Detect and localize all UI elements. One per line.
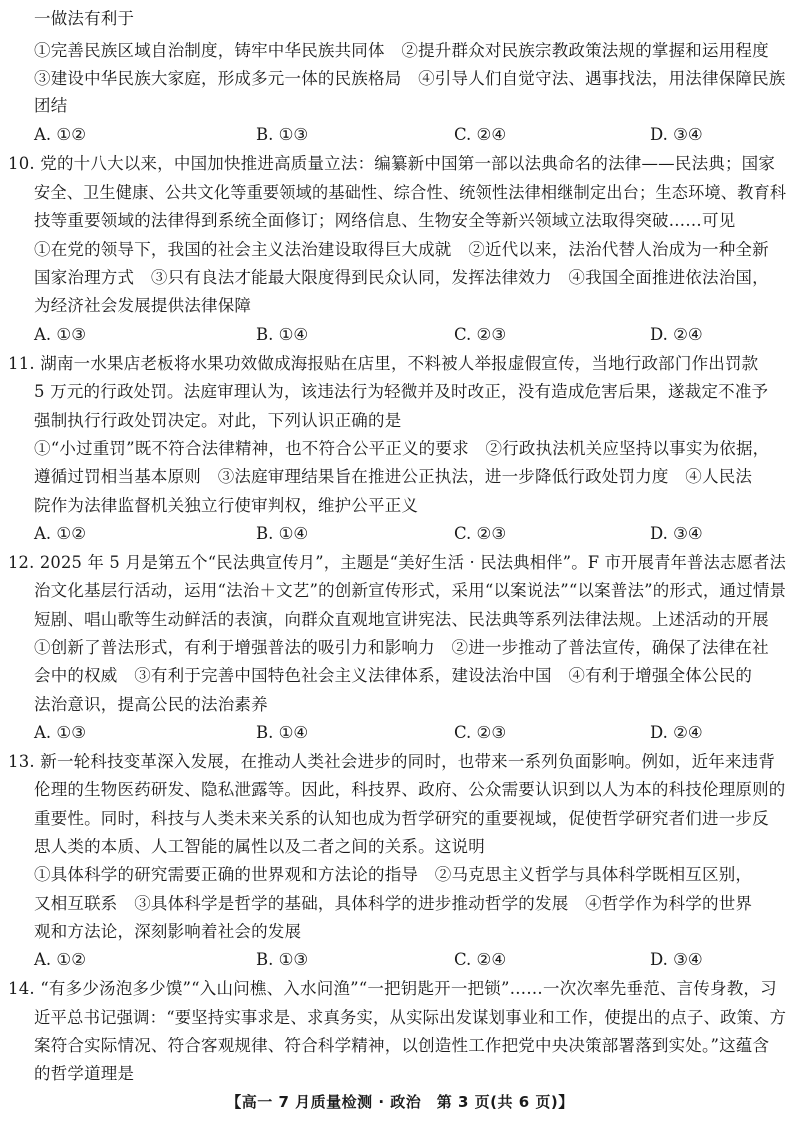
q12-option-d: D. ②④ (650, 723, 703, 742)
q12-line-2: 治文化基层行活动，运用“法治＋文艺”的创新宣传形式，采用“以案说法”“以案普法”的形式，通过情景 (34, 581, 787, 600)
q10-options (34, 325, 774, 345)
q10-option-d: D. ②④ (650, 325, 703, 344)
q9-option-d: D. ③④ (650, 125, 703, 144)
q9-line-2: ①完善民族区域自治制度，铸牢中华民族共同体 ②提升群众对民族宗教政策法规的掌握和运用程度 (34, 41, 769, 60)
q14-line-3: 案符合实际情况、符合客观规律、符合科学精神，以创造性工作把党中央决策部署落到实处。”这蕴含 (34, 1036, 770, 1055)
q10-option-a: A. ①③ (34, 325, 86, 344)
q9-line-4: 团结 (34, 96, 68, 115)
q12-line-4: ①创新了普法形式，有利于增强普法的吸引力和影响力 ②进一步推动了普法宣传，确保了法律在社 (34, 638, 769, 657)
q13-option-d: D. ③④ (650, 950, 703, 969)
q13-options (34, 950, 774, 970)
q14-line-2: 近平总书记强调：“要坚持实事求是、求真务实，从实际出发谋划事业和工作，使提出的点子、政策、方 (34, 1008, 787, 1027)
q10-option-b: B. ①④ (256, 325, 309, 344)
q13-option-b: B. ①③ (256, 950, 309, 969)
q11-line-1: 11. 湖南一水果店老板将水果功效做成海报贴在店里，不料被人举报虚假宣传，当地行政部门作出罚款 (8, 354, 759, 373)
q11-option-d: D. ③④ (650, 524, 703, 543)
q10-line-3: 技等重要领域的法律得到系统全面修订；网络信息、生物安全等新兴领域立法取得突破……可见 (34, 211, 736, 230)
q10-line-4: ①在党的领导下，我国的社会主义法治建设取得巨大成就 ②近代以来，法治代替人治成为一种全新 (34, 240, 769, 259)
q9-option-b: B. ①③ (256, 125, 309, 144)
q12-line-1: 12. 2025 年 5 月是第五个“民法典宣传月”，主题是“美好生活 · 民法典相伴”。F 市开展青年普法志愿者法 (8, 553, 786, 572)
q11-line-5: 遵循过罚相当基本原则 ③法庭审理结果旨在推进公正执法，进一步降低行政处罚力度 ④人民法 (34, 467, 753, 486)
q13-option-a: A. ①② (34, 950, 86, 969)
page-footer: 【高一 7 月质量检测 · 政治 第 3 页(共 6 页)】 (226, 1093, 574, 1111)
q10-option-c: C. ②③ (454, 325, 507, 344)
q13-line-7: 观和方法论，深刻影响着社会的发展 (34, 922, 302, 941)
q9-option-c: C. ②④ (454, 125, 507, 144)
q11-line-4: ①“小过重罚”既不符合法律精神，也不符合公平正义的要求 ②行政执法机关应坚持以事实为依据， (34, 439, 770, 458)
q12-line-5: 会中的权威 ③有利于完善中国特色社会主义法律体系，建设法治中国 ④有利于增强全体公民的 (34, 666, 753, 685)
q13-option-c: C. ②④ (454, 950, 507, 969)
q12-option-b: B. ①④ (256, 723, 309, 742)
q14-line-1: 14. “有多少汤泡多少馍”“入山问樵、入水问渔”“一把钥匙开一把锁”……一次次率先垂范、言传身教，习 (8, 979, 777, 998)
q13-line-4: 思人类的本质、人工智能的属性以及二者之间的关系。这说明 (34, 837, 485, 856)
q9-line-3: ③建设中华民族大家庭，形成多元一体的民族格局 ④引导人们自觉守法、遇事找法，用法律保障民族 (34, 69, 786, 88)
q14-line-4: 的哲学道理是 (34, 1064, 135, 1083)
q10-line-1: 10. 党的十八大以来，中国加快推进高质量立法：编纂新中国第一部以法典命名的法律——民法典；国家 (8, 154, 776, 173)
q11-option-c: C. ②③ (454, 524, 507, 543)
q10-line-6: 为经济社会发展提供法律保障 (34, 296, 252, 315)
q13-line-2: 伦理的生物医药研发、隐私泄露等。因此，科技界、政府、公众需要认识到以人为本的科技伦理原则的 (34, 780, 786, 799)
q13-line-1: 13. 新一轮科技变革深入发展，在推动人类社会进步的同时，也带来一系列负面影响。例如，近年来违背 (8, 752, 776, 771)
q13-line-3: 重要性。同时，科技与人类未来关系的认知也成为哲学研究的重要视域，促使哲学研究者们进一步反 (34, 809, 769, 828)
q10-line-5: 国家治理方式 ③只有良法才能最大限度得到民众认同，发挥法律效力 ④我国全面推进依法治国， (34, 268, 769, 287)
q9-options (34, 125, 774, 145)
q12-line-3: 短剧、唱山歌等生动鲜活的表演，向群众直观地宣讲宪法、民法典等系列法律法规。上述活动的开展 (34, 610, 769, 629)
q11-line-6: 院作为法律监督机关独立行使审判权，维护公平正义 (34, 496, 419, 515)
q11-line-3: 强制执行行政处罚决定。对此，下列认识正确的是 (34, 411, 402, 430)
q9-line-1: 一做法有利于 (34, 9, 135, 28)
q10-line-2: 安全、卫生健康、公共文化等重要领域的基础性、综合性、统领性法律相继制定出台；生态环境、教育科 (34, 183, 787, 202)
q13-line-6: 又相互联系 ③具体科学是哲学的基础，具体科学的进步推动哲学的发展 ④哲学作为科学的世界 (34, 894, 753, 913)
q11-options (34, 524, 774, 544)
q11-option-a: A. ①② (34, 524, 86, 543)
q11-line-2: 5 万元的行政处罚。法庭审理认为，该违法行为轻微并及时改正，没有造成危害后果，遂裁定不准予 (34, 382, 769, 401)
q12-options (34, 723, 774, 743)
q12-option-c: C. ②③ (454, 723, 507, 742)
q13-line-5: ①具体科学的研究需要正确的世界观和方法论的指导 ②马克思主义哲学与具体科学既相互区别， (34, 865, 753, 884)
q11-option-b: B. ①④ (256, 524, 309, 543)
q9-option-a: A. ①② (34, 125, 86, 144)
q12-option-a: A. ①③ (34, 723, 86, 742)
q12-line-6: 法治意识，提高公民的法治素养 (34, 695, 268, 714)
